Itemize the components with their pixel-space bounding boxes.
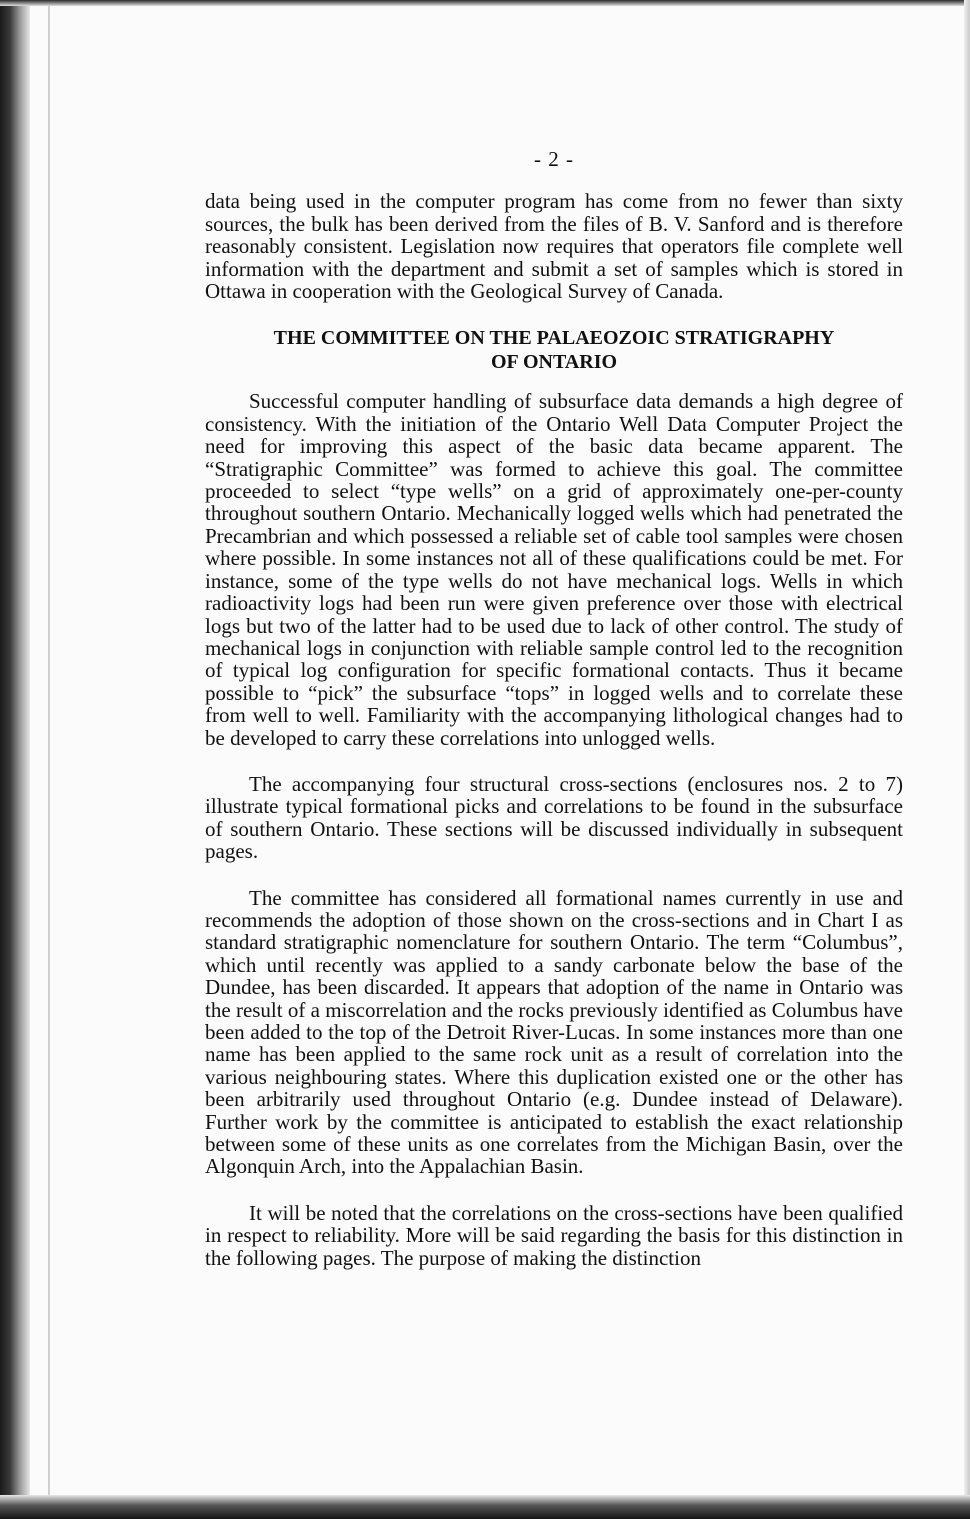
scan-right-edge	[964, 0, 970, 1519]
page-content	[205, 148, 903, 1293]
paragraph-consistency: Successful computer handling of subsurface data demands a high degree of consistency. With the initiation of the Ontario Well Data Computer Project the need for improving this aspect of the basic data became apparent. The “Stratigraphic Committee” was formed to achieve this goal. The committee proceeded to select “type wells” on a grid of approximately one-per-county throughout southern Ontario. Mechanically logged wells which had penetrated the Precambrian and which possessed a reliable set of cable tool samples were chosen where possible. In some instances not all of these qualifications could be met. For instance, some of the type wells do not have mechanical logs. Wells in which radioactivity logs had been run were given preference over those with electrical logs but two of the latter had to be used due to lack of other control. The study of mechanical logs in conjunction with reliable sample control led to the recognition of typical log configuration for specific formational contacts. Thus it became possible to “pick” the subsurface “tops” in logged wells and to correlate these from well to well. Familiarity with the accompanying lithological changes had to be developed to carry these correlations into unlogged wells.	[205, 389, 903, 750]
paragraph-cross-sections: The accompanying four structural cross-sections (enclosures nos. 2 to 7) illustrate typical formational picks and correlations to be found in the subsurface of southern Ontario. These sections will be discussed individually in subsequent pages.	[205, 771, 903, 864]
page-number: - 2 -	[534, 147, 574, 171]
scan-binding-line	[48, 0, 50, 1519]
scan-left-edge	[0, 0, 30, 1519]
paragraph-continuation: data being used in the computer program has come from no fewer than sixty sources, the bulk has been derived from the files of B. V. Sanford and is therefore reasonably consistent. Legislation now requires that operators file complete well information with the department and submit a set of samples which is stored in Ottawa in cooperation with the Geological Survey of Canada.	[205, 189, 903, 304]
section-heading-line-1: THE COMMITTEE ON THE PALAEOZOIC STRATIGRAPHY	[273, 327, 835, 350]
section-heading-line-2: OF ONTARIO	[490, 351, 618, 374]
scan-top-edge	[0, 0, 970, 6]
paragraph-nomenclature: The committee has considered all formational names currently in use and recommends the adoption of those shown on the cross-sections and in Chart I as standard stratigraphic nomenclature for southern Ontario. The term “Columbus”, which until recently was applied to a sandy carbonate below the base of the Dundee, has been discarded. It appears that adoption of the name in Ontario was the result of a miscorrelation and the rocks previously identified as Columbus have been added to the top of the Detroit River-Lucas. In some instances more than one name has been applied to the same rock unit as a result of correlation into the various neighbouring states. Where this duplication existed one or the other has been arbitrarily used throughout Ontario (e.g. Dundee instead of Delaware). Further work by the committee is anticipated to establish the exact relationship between some of these units as one correlates from the Michigan Basin, over the Algonquin Arch, into the Appalachian Basin.	[205, 885, 903, 1179]
section-heading	[205, 326, 903, 374]
scan-bottom-edge	[0, 1495, 970, 1519]
paragraph-reliability: It will be noted that the correlations on the cross-sections have been qualified in respect to reliability. More will be said regarding the basis for this distinction in the following pages. The purpose of making the distinction	[205, 1200, 903, 1270]
